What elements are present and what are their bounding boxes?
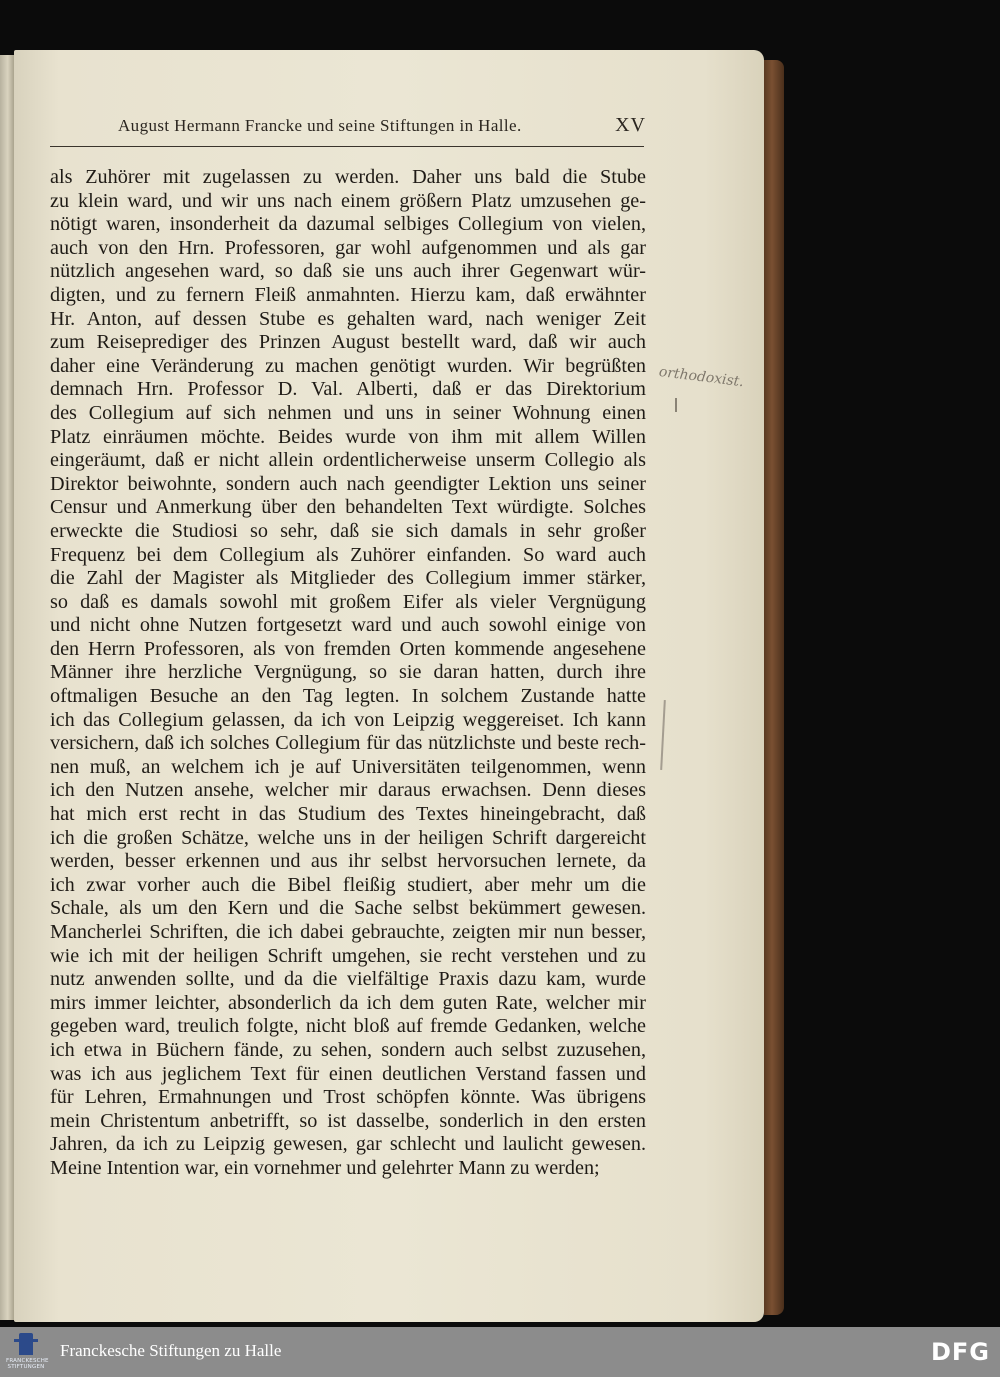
dfg-logo[interactable]: DFG bbox=[930, 1338, 990, 1366]
text-line: nützlich angesehen ward, so daß sie uns auch ihrer Gegenwart wür- bbox=[50, 260, 646, 283]
text-line: ich zwar vorher auch die Bibel fleißig studiert, aber mehr um die bbox=[50, 873, 646, 896]
text-line: gegeben ward, treulich folgte, nicht bloß auf fremde Gedanken, welche bbox=[50, 1015, 646, 1038]
text-line: versichern, daß ich solches Collegium für das nützlichste und beste rech- bbox=[50, 732, 646, 755]
text-line: auch von den Hrn. Professoren, gar wohl aufgenommen und als gar bbox=[50, 236, 646, 259]
logo-icon bbox=[19, 1333, 33, 1355]
text-line: Hr. Anton, auf dessen Stube es gehalten ward, nach weniger Zeit bbox=[50, 307, 646, 330]
text-line: hat mich erst recht in das Studium des Textes hineingebracht, daß bbox=[50, 803, 646, 826]
text-line: ich etwa in Büchern fände, zu sehen, sondern auch selbst zuzusehen, bbox=[50, 1038, 646, 1061]
text-line: daher eine Veränderung zu machen genötigt wurden. Wir begrüßten bbox=[50, 354, 646, 377]
footer-bar bbox=[0, 1327, 1000, 1377]
text-line: eingeräumt, daß er nicht allein ordentlicherweise unserm Collegio als bbox=[50, 449, 646, 472]
text-line: Meine Intention war, ein vornehmer und gelehrter Mann zu werden; bbox=[50, 1156, 600, 1179]
text-line: den Herrn Professoren, als von fremden Orten kommende angesehene bbox=[50, 637, 646, 660]
text-line: so daß es damals sowohl mit großem Eifer als vieler Vergnügung bbox=[50, 590, 646, 613]
text-line: oftmaligen Besuche an den Tag legten. In solchem Zustande hatte bbox=[50, 685, 646, 708]
book-spine bbox=[764, 60, 784, 1315]
text-line: als Zuhörer mit zugelassen zu werden. Daher uns bald die Stube bbox=[50, 166, 646, 188]
text-line: Platz einräumen möchte. Beides wurde von ihm mit allem Willen bbox=[50, 425, 646, 448]
logo-text: FRANCKESCHE STIFTUNGEN bbox=[6, 1358, 49, 1370]
text-line: die Zahl der Magister als Mitglieder des Collegium immer stärker, bbox=[50, 567, 646, 590]
text-line: Mancherlei Schriften, die ich dabei gebrauchte, zeigten mir nun besser, bbox=[50, 921, 646, 943]
text-line: Direktor beiwohnte, sondern auch nach geendigter Lektion uns seiner bbox=[50, 472, 646, 495]
margin-annotation: orthodoxist. bbox=[658, 364, 745, 391]
text-line: wie ich mit der heiligen Schrift umgehen, sie recht verstehen und zu bbox=[50, 944, 646, 967]
header-rule bbox=[50, 146, 644, 147]
text-line: ich das Collegium gelassen, da ich von Leipzig weggereiset. Ich kann bbox=[50, 708, 646, 731]
text-line: digten, und zu fernern Fleiß anmahnten. Hierzu kam, daß erwähnter bbox=[50, 283, 646, 306]
text-line: werden, besser erkennen und aus ihr selbst hervorsuchen lernete, da bbox=[50, 850, 646, 873]
page-number: XV bbox=[615, 114, 646, 136]
text-line: Schale, als um den Kern und die Sache selbst bekümmert gewesen. bbox=[50, 897, 646, 920]
text-line: mirs immer leichter, absonderlich da ich dem guten Rate, welcher mir bbox=[50, 991, 646, 1014]
text-line: zum Reiseprediger des Prinzen August bestellt ward, daß wir auch bbox=[50, 331, 646, 354]
text-line: Frequenz bei dem Collegium als Zuhörer einfanden. So ward auch bbox=[50, 543, 646, 566]
text-line: erweckte die Studiosi so sehr, daß sie sich damals in sehr großer bbox=[50, 519, 646, 542]
facing-page-edge bbox=[0, 55, 14, 1320]
text-line: zu klein ward, und wir uns nach einem größern Platz umzusehen ge- bbox=[50, 189, 646, 212]
body-text bbox=[50, 166, 646, 1181]
running-title: August Hermann Francke und seine Stiftungen in Halle. bbox=[118, 116, 522, 135]
text-line: nen muß, an welchem ich je auf Universitäten teilgenommen, wenn bbox=[50, 755, 646, 778]
text-line: Jahren, da ich zu Leipzig gewesen, gar schlecht und laulicht gewesen. bbox=[50, 1133, 646, 1156]
text-line: Censur und Anmerkung über den behandelten Text würdigte. Solches bbox=[50, 496, 646, 519]
text-line: was ich aus jeglichem Text für einen deutlichen Verstand fassen und bbox=[50, 1062, 646, 1085]
page-header bbox=[118, 112, 646, 142]
text-line: mein Christentum anbetrifft, so ist dasselbe, sonderlich in den ersten bbox=[50, 1109, 646, 1132]
text-line: nötigt waren, insonderheit da dazumal selbiges Collegium von vielen, bbox=[50, 213, 646, 236]
institution-logo[interactable] bbox=[6, 1331, 49, 1373]
text-line: ich den Nutzen ansehe, welcher mir daraus erwachsen. Denn dieses bbox=[50, 779, 646, 802]
text-line: des Collegium auf sich nehmen und uns in seiner Wohnung einen bbox=[50, 401, 646, 424]
text-line: und nicht ohne Nutzen fortgesetzt ward und auch sowohl einige von bbox=[50, 614, 646, 637]
margin-exclamation-mark bbox=[675, 398, 677, 412]
text-line: Männer ihre herzliche Vergnügung, so sie daran hatten, durch ihre bbox=[50, 661, 646, 684]
institution-name[interactable]: Franckesche Stiftungen zu Halle bbox=[60, 1341, 282, 1360]
text-line: nutz anwenden sollte, und da die vielfältige Praxis dazu kam, wurde bbox=[50, 968, 646, 991]
text-line: ich die großen Schätze, welche uns in der heiligen Schrift dargereicht bbox=[50, 826, 646, 849]
text-line: für Lehren, Ermahnungen und Trost schöpfen könnte. Was übrigens bbox=[50, 1086, 646, 1109]
text-line: demnach Hrn. Professor D. Val. Alberti, daß er das Direktorium bbox=[50, 378, 646, 401]
